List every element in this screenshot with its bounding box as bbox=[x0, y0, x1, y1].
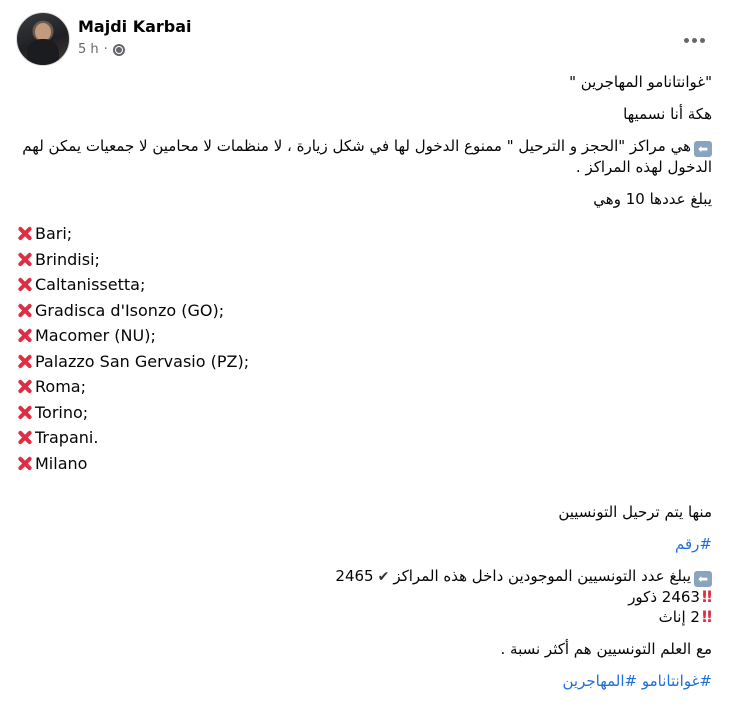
avatar-body bbox=[27, 39, 59, 66]
check-mark-icon: ✔ bbox=[377, 569, 390, 585]
center-name: Brindisi; bbox=[35, 249, 100, 269]
cross-mark-icon bbox=[16, 404, 33, 421]
avatar[interactable] bbox=[16, 12, 70, 66]
list-item bbox=[16, 374, 712, 400]
more-options-button[interactable] bbox=[676, 28, 712, 52]
females-line bbox=[16, 607, 712, 627]
cross-mark-icon bbox=[16, 276, 33, 293]
more-dot-icon bbox=[684, 38, 689, 43]
post-subtitle: هكة أنا نسميها bbox=[623, 105, 712, 123]
author-name[interactable]: Majdi Karbai bbox=[78, 17, 192, 36]
cross-mark-icon bbox=[16, 251, 33, 268]
post-title: "غوانتانامو المهاجرين " bbox=[569, 73, 712, 91]
more-dot-icon bbox=[700, 38, 705, 43]
list-item bbox=[16, 425, 712, 451]
stat-value: 2465 bbox=[335, 567, 374, 585]
double-exclamation-icon: ‼ bbox=[701, 607, 712, 626]
post-paragraph bbox=[16, 136, 712, 177]
cross-mark-icon bbox=[16, 327, 33, 344]
post-header bbox=[16, 12, 716, 68]
paragraph-text: هي مراكز "الحجز و الترحيل " ممنوع الدخول لها في شكل زيارة ، لا منظمات لا محامين لا جمعيات يمكن لهم الدخول لهذه المراكز . bbox=[22, 137, 712, 176]
hashtag-link[interactable]: #رقم bbox=[675, 535, 712, 553]
meta-separator: · bbox=[103, 42, 108, 57]
list-item bbox=[16, 298, 712, 324]
list-item bbox=[16, 400, 712, 426]
post-meta bbox=[78, 42, 125, 57]
note-line: مع العلم التونسيين هم أكثر نسبة . bbox=[500, 640, 712, 658]
deport-line: منها يتم ترحيل التونسيين bbox=[558, 503, 712, 521]
cross-mark-icon bbox=[16, 455, 33, 472]
center-name: Roma; bbox=[35, 377, 86, 396]
center-name: Bari; bbox=[35, 224, 73, 243]
list-item bbox=[16, 349, 712, 375]
females-text: 2 إناث bbox=[658, 608, 700, 626]
list-item bbox=[16, 247, 712, 273]
males-line bbox=[16, 587, 712, 607]
list-item bbox=[16, 221, 712, 247]
males-text: 2463 ذكور bbox=[628, 588, 700, 606]
cross-mark-icon bbox=[16, 429, 33, 446]
more-dot-icon bbox=[692, 38, 697, 43]
list-item bbox=[16, 272, 712, 298]
double-exclamation-icon: ‼ bbox=[701, 587, 712, 606]
cross-mark-icon bbox=[16, 302, 33, 319]
post-content bbox=[16, 72, 712, 703]
left-arrow-icon: ⬅ bbox=[694, 141, 712, 157]
list-item bbox=[16, 451, 712, 477]
cross-mark-icon bbox=[16, 353, 33, 370]
left-arrow-icon: ⬅ bbox=[694, 571, 712, 587]
center-name: Macomer (NU); bbox=[35, 326, 156, 345]
list-item bbox=[16, 323, 712, 349]
cross-mark-icon bbox=[16, 378, 33, 395]
center-name: Caltanissetta; bbox=[35, 275, 146, 294]
count-line: يبلغ عددها 10 وهي bbox=[593, 190, 712, 208]
stat-text: يبلغ عدد التونسيين الموجودين داخل هذه المراكز bbox=[393, 567, 691, 585]
globe-icon[interactable] bbox=[113, 44, 125, 56]
center-name: Trapani. bbox=[35, 428, 99, 447]
center-name: Milano bbox=[35, 453, 88, 473]
cross-mark-icon bbox=[16, 225, 33, 242]
centers-list bbox=[16, 221, 712, 476]
center-name: Torino; bbox=[35, 402, 89, 422]
center-name: Gradisca d'Isonzo (GO); bbox=[35, 300, 225, 320]
post-time[interactable]: 5 h bbox=[78, 42, 99, 57]
center-name: Palazzo San Gervasio (PZ); bbox=[35, 351, 250, 371]
stat-line bbox=[16, 566, 712, 587]
hashtags-end[interactable]: #غوانتانامو #المهاجرين bbox=[562, 672, 712, 690]
